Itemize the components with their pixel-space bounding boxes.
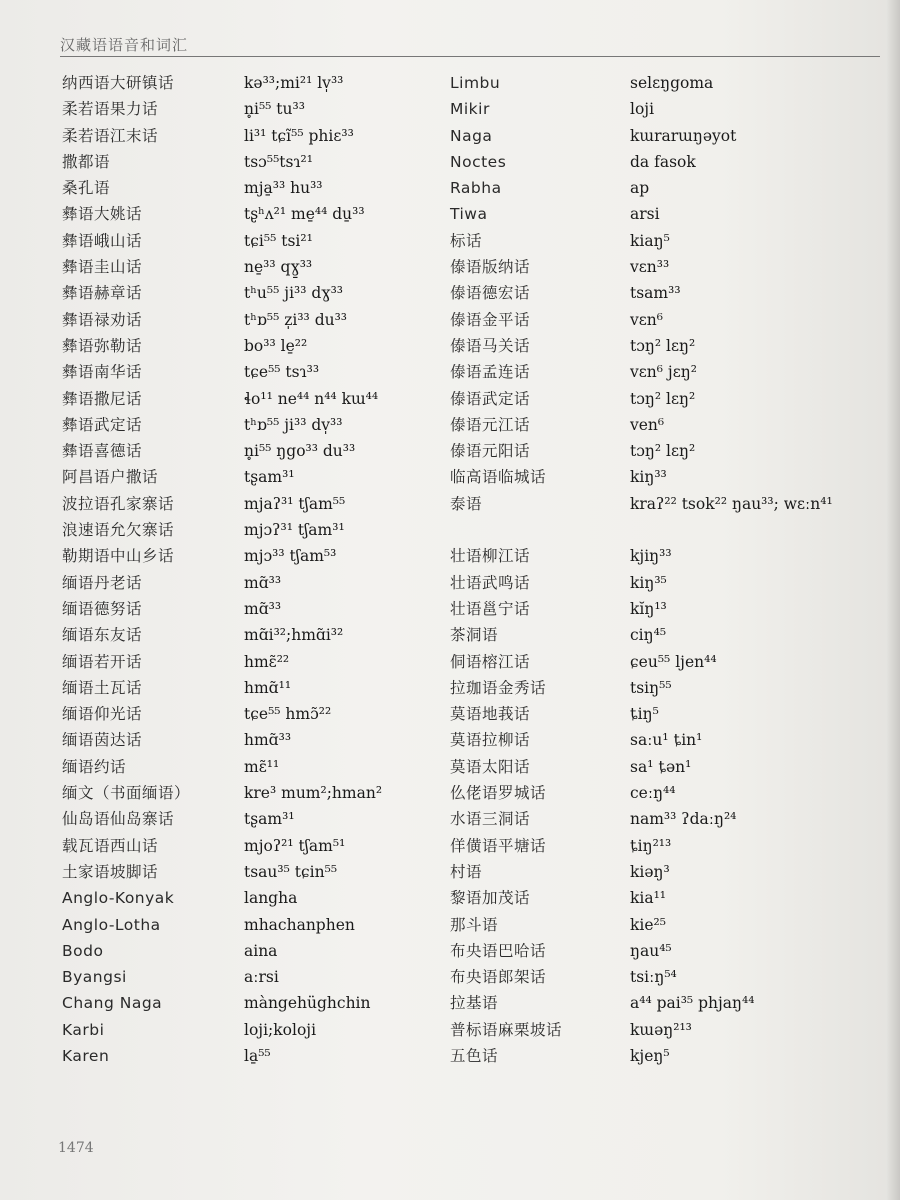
language-name: 傣语版纳话 xyxy=(450,258,531,277)
word-form: loji xyxy=(630,100,655,119)
word-form: tsɔ⁵⁵tsɿ²¹ xyxy=(244,152,313,171)
language-name: 彝语撒尼话 xyxy=(62,389,143,408)
language-name: 彝语圭山话 xyxy=(62,258,143,277)
language-name: 傣语金平话 xyxy=(450,310,531,329)
right-names-column xyxy=(450,70,625,1069)
language-name: 临高语临城话 xyxy=(450,468,547,487)
word-form: ɕeu⁵⁵ ljen⁴⁴ xyxy=(630,652,717,671)
word-form: kiəŋ³ xyxy=(630,862,670,881)
word-form: da fasok xyxy=(630,152,696,171)
word-form: li³¹ tɕĩ⁵⁵ phiɛ³³ xyxy=(244,126,354,145)
word-form: tɔŋ² lɛŋ² xyxy=(630,336,696,355)
word-form: mɑ̃³³ xyxy=(244,599,282,618)
language-name: 佯僙语平塘话 xyxy=(450,836,547,855)
word-form: kiaŋ⁵ xyxy=(630,231,670,250)
word-form: ne̱³³ qɣ̱³³ xyxy=(244,258,313,277)
word-form: kĭŋ¹³ xyxy=(630,599,667,618)
word-form: mjoʔ²¹ tʃam⁵¹ xyxy=(244,836,346,855)
page-edge-shadow xyxy=(886,0,900,1200)
language-name: Anglo-Lotha xyxy=(62,915,161,934)
language-name: 土家语坡脚话 xyxy=(62,862,159,881)
language-name: 傣语德宏话 xyxy=(450,284,531,303)
running-head: 汉藏语语音和词汇 xyxy=(60,36,189,54)
language-name: 泰语 xyxy=(450,494,483,513)
language-name: 缅语土瓦话 xyxy=(62,678,143,697)
word-form: ŋau⁴⁵ xyxy=(630,941,672,960)
language-name: 布央语巴哈话 xyxy=(450,941,547,960)
word-form: vɛn⁶ xyxy=(630,310,663,329)
language-name: 傣语元江话 xyxy=(450,415,531,434)
word-form: kie²⁵ xyxy=(630,915,666,934)
language-name: 缅语德努话 xyxy=(62,599,143,618)
language-name: 彝语喜德话 xyxy=(62,442,143,461)
language-name: Mikir xyxy=(450,100,490,119)
word-form: mjaʔ³¹ tʃam⁵⁵ xyxy=(244,494,346,513)
word-form: aina xyxy=(244,941,278,960)
language-name: 缅语若开话 xyxy=(62,652,143,671)
language-name: 彝语南华话 xyxy=(62,363,143,382)
language-name: 缅语丹老话 xyxy=(62,573,143,592)
word-form: tɔŋ² lɛŋ² xyxy=(630,442,696,461)
language-name: 彝语大姚话 xyxy=(62,205,143,224)
word-form: ɬo¹¹ ne⁴⁴ n⁴⁴ kɯ⁴⁴ xyxy=(244,389,379,408)
language-name: 仫佬语罗城话 xyxy=(450,784,547,803)
language-name: Karbi xyxy=(62,1020,105,1039)
language-name: 茶洞语 xyxy=(450,626,499,645)
word-form: nam³³ ʔdaːŋ²⁴ xyxy=(630,810,737,829)
word-form: arsi xyxy=(630,205,660,224)
word-form: vɛn³³ xyxy=(630,258,670,277)
language-name: 普标语麻栗坡话 xyxy=(450,1020,563,1039)
word-form: aːrsi xyxy=(244,968,279,987)
word-form: ȶiŋ⁵ xyxy=(630,705,659,724)
word-form: vɛn⁶ jɛŋ² xyxy=(630,363,697,382)
language-name: Bodo xyxy=(62,941,104,960)
word-form: loji;koloji xyxy=(244,1020,317,1039)
language-name: 彝语弥勒话 xyxy=(62,336,143,355)
right-forms-column xyxy=(630,70,845,1069)
word-form: ȶiŋ²¹³ xyxy=(630,836,672,855)
language-name: Chang Naga xyxy=(62,994,163,1013)
language-name: 壮语邕宁话 xyxy=(450,599,531,618)
word-form: mɛ̃¹¹ xyxy=(244,757,280,776)
word-form: n̥i⁵⁵ tu³³ xyxy=(244,100,305,119)
language-name: 壮语柳江话 xyxy=(450,547,531,566)
language-name: 缅语约话 xyxy=(62,757,127,776)
word-form: tɔŋ² lɛŋ² xyxy=(630,389,696,408)
language-name: 勒期语中山乡话 xyxy=(62,547,175,566)
language-name: 侗语榕江话 xyxy=(450,652,531,671)
word-form: kɯrarɯŋəyot xyxy=(630,126,737,145)
language-name: Limbu xyxy=(450,74,501,92)
language-name: 柔若语江末话 xyxy=(62,126,159,145)
word-form: hmɑ̃³³ xyxy=(244,731,292,750)
word-form: kre³ mum²;hman² xyxy=(244,784,383,803)
word-form: ceːŋ⁴⁴ xyxy=(630,784,676,803)
language-name: Byangsi xyxy=(62,968,127,987)
language-name: 傣语武定话 xyxy=(450,389,531,408)
language-name: Tiwa xyxy=(450,205,488,224)
language-name: 傣语元阳话 xyxy=(450,442,531,461)
language-name: 拉珈语金秀话 xyxy=(450,678,547,697)
word-form: kraʔ²² tsok²² ŋau³³; wɛːn⁴¹ xyxy=(630,494,833,513)
word-form: a⁴⁴ pai³⁵ phjaŋ⁴⁴ xyxy=(630,994,755,1013)
word-form: hmɛ̃²² xyxy=(244,652,290,671)
word-form: selɛŋgoma xyxy=(630,74,714,92)
language-name: 莫语地莪话 xyxy=(450,705,531,724)
language-name: 纳西语大研镇话 xyxy=(62,74,175,92)
language-name: 缅语茵达话 xyxy=(62,731,143,750)
word-form: tsiːŋ⁵⁴ xyxy=(630,968,677,987)
word-form: saːu¹ ȶin¹ xyxy=(630,731,703,750)
language-name: 莫语太阳话 xyxy=(450,757,531,776)
language-name: 标话 xyxy=(450,231,483,250)
word-form: kɯəŋ²¹³ xyxy=(630,1020,692,1039)
language-name: 彝语武定话 xyxy=(62,415,143,434)
word-form: ven⁶ xyxy=(630,415,665,434)
word-form: tɕe⁵⁵ hmɔ̃²² xyxy=(244,705,332,724)
language-name: 浪速语允欠寨话 xyxy=(62,521,175,540)
language-name: 彝语赫章话 xyxy=(62,284,143,303)
word-form: ciŋ⁴⁵ xyxy=(630,626,667,645)
word-form: mɑ̃³³ xyxy=(244,573,282,592)
language-name xyxy=(450,517,625,543)
language-name: 载瓦语西山话 xyxy=(62,836,159,855)
word-form: mja̱³³ hu³³ xyxy=(244,179,323,198)
language-name: Rabha xyxy=(450,179,502,198)
word-form: hmɑ̃¹¹ xyxy=(244,678,292,697)
language-name: 布央语郎架话 xyxy=(450,968,547,987)
left-forms-column xyxy=(244,70,444,1069)
language-name: 缅文（书面缅语） xyxy=(62,784,191,803)
language-name: 水语三洞话 xyxy=(450,810,531,829)
language-name: 仙岛语仙岛寨话 xyxy=(62,810,175,829)
language-name: 彝语禄劝话 xyxy=(62,310,143,329)
word-form: mhachanphen xyxy=(244,915,355,934)
language-name: 拉基语 xyxy=(450,994,499,1013)
language-name: 桑孔语 xyxy=(62,179,111,198)
word-form: tʂʰʌ²¹ me̱⁴⁴ du̱³³ xyxy=(244,205,365,224)
language-name: Naga xyxy=(450,126,493,145)
word-form: kjiŋ³³ xyxy=(630,547,672,566)
language-name: 缅语东友话 xyxy=(62,626,143,645)
word-form: tɕi⁵⁵ tsi²¹ xyxy=(244,231,313,250)
word-form: kiŋ³⁵ xyxy=(630,573,667,592)
language-name: 傣语马关话 xyxy=(450,336,531,355)
word-form: kiŋ³³ xyxy=(630,468,667,487)
word-form: mjɔʔ³¹ tʃam³¹ xyxy=(244,521,345,540)
word-form: mɑ̃i³²;hmɑ̃i³² xyxy=(244,626,344,645)
language-name: 黎语加茂话 xyxy=(450,889,531,908)
language-name: 波拉语孔家寨话 xyxy=(62,494,175,513)
language-name: 傣语孟连话 xyxy=(450,363,531,382)
language-name: Noctes xyxy=(450,152,507,171)
header-rule xyxy=(60,56,880,57)
language-name: Karen xyxy=(62,1046,110,1065)
word-form: tʂam³¹ xyxy=(244,468,295,487)
word-form: n̥i⁵⁵ ŋgo³³ du³³ xyxy=(244,442,356,461)
word-form: kia¹¹ xyxy=(630,889,667,908)
word-form: ap xyxy=(630,179,650,198)
language-name: 莫语拉柳话 xyxy=(450,731,531,750)
language-name: Anglo-Konyak xyxy=(62,889,175,908)
left-names-column xyxy=(62,70,237,1069)
language-name: 五色话 xyxy=(450,1046,499,1065)
page-number: 1474 xyxy=(58,1140,94,1156)
word-form: tʰɒ⁵⁵ ji³³ dv̩³³ xyxy=(244,415,343,434)
word-form: la̱⁵⁵ xyxy=(244,1046,271,1065)
language-name: 撒都语 xyxy=(62,152,111,171)
word-form: tʂam³¹ xyxy=(244,810,295,829)
word-form: màngehüghchin xyxy=(244,994,371,1013)
language-name: 村语 xyxy=(450,862,483,881)
word-form: tɕe⁵⁵ tsɿ³³ xyxy=(244,363,320,382)
word-form: sa¹ ȶən¹ xyxy=(630,757,692,776)
language-name: 彝语峨山话 xyxy=(62,231,143,250)
word-form: bo³³ le̱²² xyxy=(244,336,308,355)
word-form: tsiŋ⁵⁵ xyxy=(630,678,672,697)
language-name: 缅语仰光话 xyxy=(62,705,143,724)
word-form: tʰɒ⁵⁵ z̩i³³ du³³ xyxy=(244,310,348,329)
word-form: kjeŋ⁵ xyxy=(630,1046,670,1065)
word-form: tsam³³ xyxy=(630,284,681,303)
word-form: tʰu⁵⁵ ji³³ dɣ³³ xyxy=(244,284,344,303)
language-name: 柔若语果力话 xyxy=(62,100,159,119)
language-name: 壮语武鸣话 xyxy=(450,573,531,592)
word-form: langha xyxy=(244,889,298,908)
language-name: 那斗语 xyxy=(450,915,499,934)
language-name: 阿昌语户撒话 xyxy=(62,468,159,487)
word-form: tsau³⁵ tɕin⁵⁵ xyxy=(244,862,338,881)
word-form: kə³³;mi²¹ lv̩³³ xyxy=(244,74,344,92)
word-form: mjɔ³³ tʃam⁵³ xyxy=(244,547,337,566)
